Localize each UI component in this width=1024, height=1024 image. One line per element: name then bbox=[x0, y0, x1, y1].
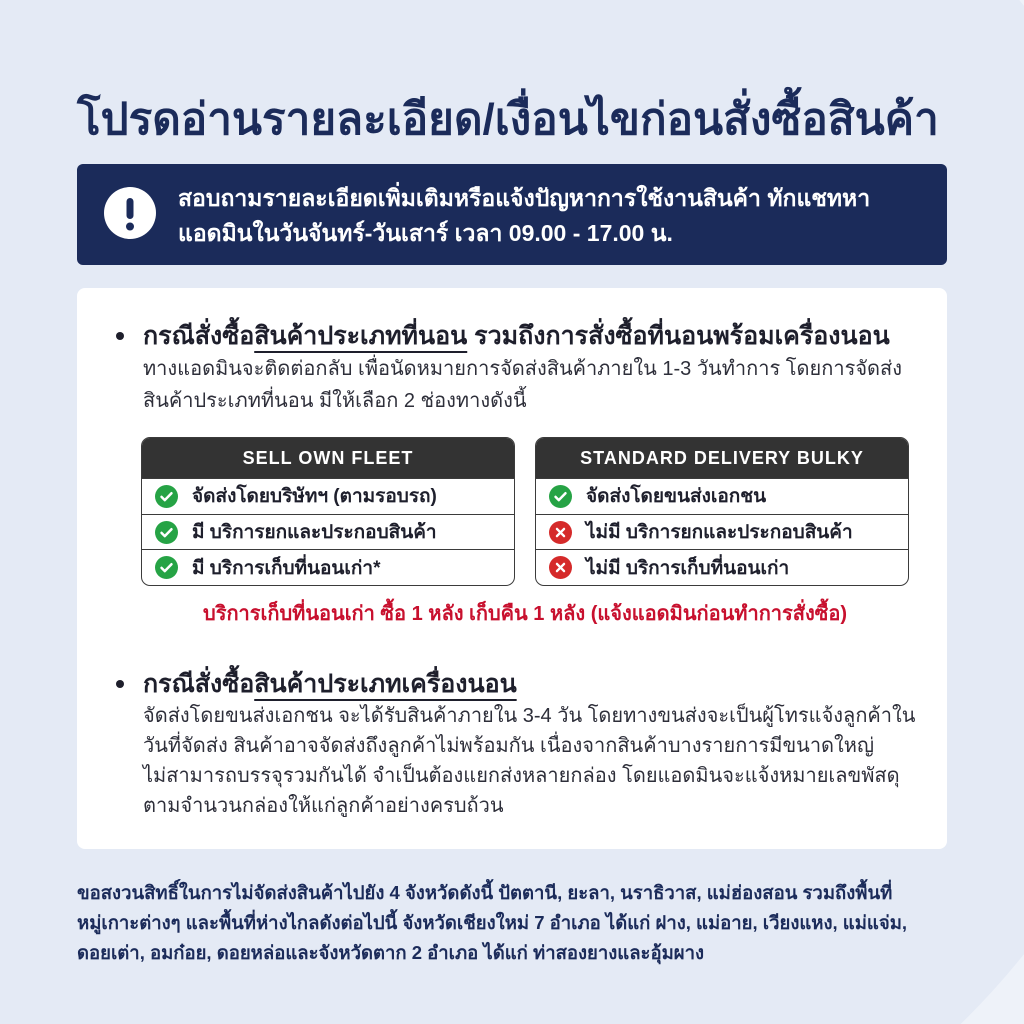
notice-line: แอดมินในวันจันทร์-วันเสาร์ เวลา 09.00 - 17.00 น. bbox=[178, 220, 673, 246]
exclamation-icon bbox=[104, 187, 156, 239]
mattress-body-line: สินค้าประเภทที่นอน มีให้เลือก 2 ช่องทางดังนี้ bbox=[143, 390, 527, 412]
delivery-option-row bbox=[536, 478, 908, 514]
bedding-section-heading bbox=[143, 666, 931, 702]
delivery-option-row bbox=[142, 478, 514, 514]
delivery-option-standard-delivery-bulky bbox=[535, 437, 909, 586]
bullet-dot bbox=[116, 332, 124, 340]
footer-disclaimer-line: หมู่เกาะต่างๆ และพื้นที่ห่างไกลดังต่อไปนี้ จังหวัดเชียงใหม่ 7 อำเภอ ได้แก่ ฝาง, แม่อาย, เวียงแหง, แม่แจ่ม, bbox=[77, 912, 908, 933]
heading-underlined: สินค้าประเภทที่นอน bbox=[254, 322, 468, 350]
bullet-dot bbox=[116, 680, 124, 688]
x-circle-icon bbox=[549, 556, 572, 579]
bedding-body-line: วันที่จัดส่ง สินค้าอาจจัดส่งถึงลูกค้าไม่พร้อมกัน เนื่องจากสินค้าบางรายการมีขนาดใหญ่ bbox=[143, 735, 875, 757]
notice-line: สอบถามรายละเอียดเพิ่มเติมหรือแจ้งปัญหาการใช้งานสินค้า ทักแชทหา bbox=[178, 185, 871, 211]
mattress-body-line: ทางแอดมินจะติดต่อกลับ เพื่อนัดหมายการจัดส่งสินค้าภายใน 1-3 วันทำการ โดยการจัดส่ง bbox=[143, 358, 902, 380]
check-circle-icon bbox=[549, 485, 572, 508]
bedding-body-line: จัดส่งโดยขนส่งเอกชน จะได้รับสินค้าภายใน 3-4 วัน โดยทางขนส่งจะเป็นผู้โทรแจ้งลูกค้าใน bbox=[143, 705, 916, 727]
delivery-option-text: จัดส่งโดยขนส่งเอกชน bbox=[586, 486, 767, 508]
delivery-option-row bbox=[142, 549, 514, 585]
page-title: โปรดอ่านรายละเอียด/เงื่อนไขก่อนสั่งซื้อสินค้า bbox=[77, 95, 939, 144]
check-circle-icon bbox=[155, 521, 178, 544]
check-circle-icon bbox=[155, 485, 178, 508]
x-circle-icon bbox=[549, 521, 572, 544]
delivery-option-row bbox=[536, 514, 908, 550]
delivery-option-header: STANDARD DELIVERY BULKY bbox=[536, 438, 908, 478]
delivery-option-row bbox=[536, 549, 908, 585]
heading-prefix: กรณีสั่งซื้อ bbox=[143, 322, 255, 350]
footer-disclaimer-line: ดอยเต่า, อมก๋อย, ดอยหล่อและจังหวัดตาก 2 อำเภอ ได้แก่ ท่าสองยางและอุ้มผาง bbox=[77, 942, 705, 963]
footer-disclaimer-line: ขอสงวนสิทธิ์ในการไม่จัดส่งสินค้าไปยัง 4 จังหวัดดังนี้ ปัตตานี, ยะลา, นราธิวาส, แม่ฮ่องสอน รวมถึงพื้นที่ bbox=[77, 882, 893, 903]
check-circle-icon bbox=[155, 556, 178, 579]
delivery-option-header: SELL OWN FLEET bbox=[142, 438, 514, 478]
heading-suffix: รวมถึงการสั่งซื้อที่นอนพร้อมเครื่องนอน bbox=[467, 322, 890, 350]
delivery-option-text: มี บริการยกและประกอบสินค้า bbox=[192, 522, 437, 543]
delivery-option-text: มี บริการเก็บที่นอนเก่า* bbox=[192, 557, 381, 579]
heading-prefix: กรณีสั่งซื้อ bbox=[143, 670, 255, 698]
delivery-option-text: จัดส่งโดยบริษัทฯ (ตามรอบรถ) bbox=[192, 486, 437, 508]
details-card bbox=[77, 288, 947, 849]
delivery-option-sell-own-fleet bbox=[141, 437, 515, 586]
contact-notice-box bbox=[77, 164, 947, 265]
heading-underlined: สินค้าประเภทเครื่องนอน bbox=[254, 670, 517, 698]
bedding-body-line: ตามจำนวนกล่องให้แก่ลูกค้าอย่างครบถ้วน bbox=[143, 795, 504, 817]
delivery-option-text: ไม่มี บริการเก็บที่นอนเก่า bbox=[586, 557, 790, 579]
mattress-section-heading bbox=[143, 318, 931, 354]
delivery-option-text: ไม่มี บริการยกและประกอบสินค้า bbox=[586, 522, 853, 543]
bedding-body-line: ไม่สามารถบรรจุรวมกันได้ จำเป็นต้องแยกส่งหลายกล่อง โดยแอดมินจะแจ้งหมายเลขพัสดุ bbox=[143, 765, 900, 787]
old-mattress-pickup-note: บริการเก็บที่นอนเก่า ซื้อ 1 หลัง เก็บคืน 1 หลัง (แจ้งแอดมินก่อนทำการสั่งซื้อ) bbox=[203, 603, 847, 625]
delivery-option-row bbox=[142, 514, 514, 550]
